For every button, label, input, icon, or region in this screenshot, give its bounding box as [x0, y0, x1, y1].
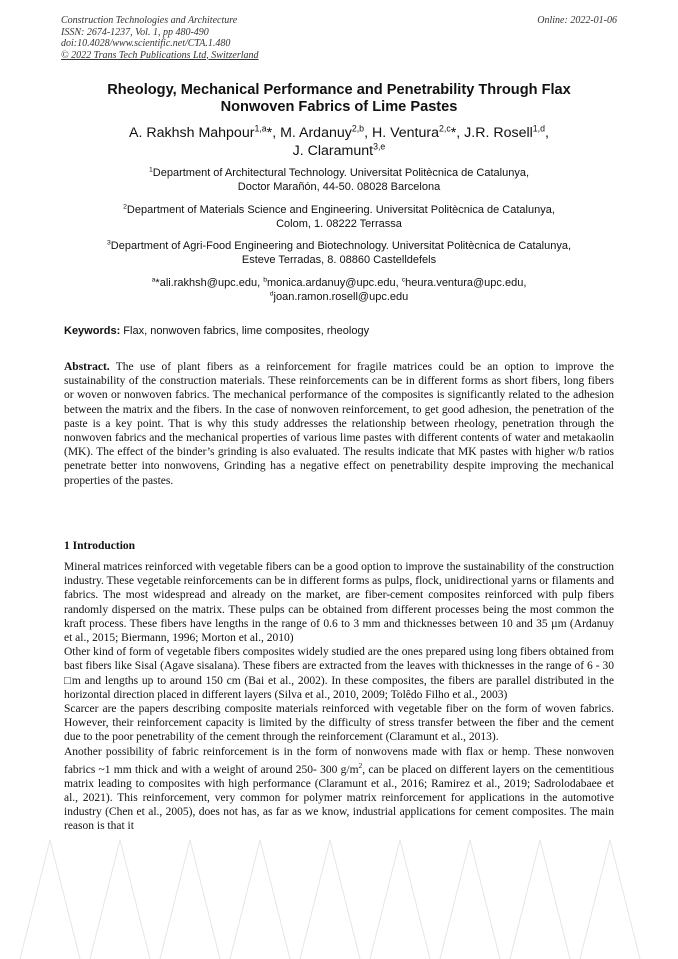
title-line-1: Rheology, Mechanical Performance and Penetrability Through Flax	[107, 82, 571, 98]
superscript: 2	[358, 760, 363, 770]
paragraph: Mineral matrices reinforced with vegetable fibers can be a good option to improve the sustainability of the construction industry. These vegetable reinforcements can be in different forms as pulps, flock, unidirectional yarns or filaments and fabrics. The most widespread and already on the market, are fiber-cement composites reinforced with pulp fibers randomly dispersed on the matrix. These pulps can be obtained from different processes being the most common the kraft process. These fibers have lengths in the range of 0.6 to 3 mm and thicknesses between 10 and 35 µm (Ardanuy et al., 2015; Biermann, 1996; Morton et al., 2010)	[64, 561, 614, 645]
keywords-label: Keywords:	[64, 325, 121, 337]
paper-title	[60, 82, 618, 116]
affiliation-number: 2	[123, 203, 127, 211]
abstract-label: Abstract.	[64, 361, 110, 373]
email-link[interactable]: *ali.rakhsh@upc.edu,	[155, 277, 261, 289]
affiliation-line: Colom, 1. 08222 Terrassa	[276, 218, 402, 230]
author-list: A. Rakhsh Mahpour$^{1,a}$*, M. Ardanuy$^{2,b}$, H. Ventura$^{2,c}$*, J.R. Rosell$^{1,d}$, J. Claramunt$^{3,e}$	[129, 123, 549, 159]
affiliation-line: Esteve Terradas, 8. 08860 Castelldefels	[241, 254, 437, 266]
journal-issn: ISSN: 2674-1237, Vol. 1, pp 480-490	[61, 26, 209, 38]
journal-doi: doi:10.4028/www.scientific.net/CTA.1.480	[61, 38, 231, 49]
keywords-text: Flax, nonwoven fabrics, lime composites, rheology	[120, 325, 370, 337]
email-mark: b	[263, 276, 268, 284]
watermark-pattern	[0, 820, 678, 959]
author-name: M. Ardanuy	[280, 125, 352, 141]
email-mark: a	[151, 276, 156, 284]
abstract-text: The use of plant fibers as a reinforcement for fragile matrices could be an option to improve the sustainability of the construction materials. These reinforcements can be in different forms as short fibers, long fibers or woven or nonwoven fabrics. The mechanical performance of the composites is significantly related to the adhesion between the matrix and the fibers. In the case of nonwoven reinforcement, to get good adhesion, the penetration of the paste is a key point. That is why this study addresses the relationship between rheology, penetration through the nonwoven fabrics and the mechanical properties of various lime pastes with different contents of water and metakaolin (MK). The effect of the binder’s grinding is also evaluated. The results indicate that MK pastes with higher w/b ratios penetrate better into nonwovens, Grinding has a negative effect on penetrability despite improving the mechanical properties of the pastes.	[64, 361, 614, 487]
journal-info	[61, 15, 259, 61]
author-name: J.R. Rosell	[464, 125, 533, 141]
author-affiliation-mark: 1,d	[532, 123, 545, 134]
affiliation-line: Department of Agri-Food Engineering and Biotechnology. Universitat Politècnica de Catalunya,	[110, 240, 572, 252]
affiliation-3	[60, 239, 618, 267]
keywords	[64, 324, 614, 338]
affiliation-number: 1	[148, 166, 153, 174]
author-name: A. Rakhsh Mahpour	[129, 125, 255, 141]
author-affiliation-mark: 2,c	[439, 123, 451, 134]
affiliation-1	[60, 166, 618, 194]
email-link[interactable]: joan.ramon.rosell@upc.edu	[273, 291, 409, 303]
affiliation-line: Department of Materials Science and Engineering. Universitat Politècnica de Catalunya,	[126, 204, 555, 216]
affiliation-number: 3	[106, 239, 111, 247]
journal-copyright: © 2022 Trans Tech Publications Ltd, Switzerland	[61, 49, 259, 61]
affiliation-2	[60, 203, 618, 231]
online-date: Online: 2022-01-06	[537, 15, 617, 26]
paragraph: Other kind of form of vegetable fibers composites widely studied are the ones prepared using long fibers obtained from bast fibers like Sisal (Agave sisalana). These fibers are extracted from the leaves with thicknesses in the range of 6 - 30 □m and lengths up to around 150 cm (Bai et al., 2002). In these composites, the fibers are parallel distributed in the horizontal direction placed in different layers (Silva et al., 2010, 2009; Tolêdo Filho et al., 2003)	[64, 646, 614, 701]
paragraph	[64, 745, 614, 834]
abstract	[64, 360, 614, 488]
affiliation-line: Doctor Marañón, 44-50. 08028 Barcelona	[237, 181, 441, 193]
author-emails	[60, 276, 618, 304]
journal-header	[61, 15, 617, 61]
paragraph: Scarcer are the papers describing composite materials reinforced with vegetable fiber on the form of woven fabrics. However, their reinforcement capacity is limited by the difficulty of stress transfer between the fiber and the cement due to the poor penetrability of the cement through the reinforcement (Claramunt et al., 2013).	[64, 703, 614, 744]
author-affiliation-mark: 2,b	[351, 123, 365, 134]
author-affiliation-mark: 3,e	[373, 141, 386, 152]
affiliation-line: Department of Architectural Technology. Universitat Politècnica de Catalunya,	[152, 167, 530, 179]
author-affiliation-mark: 1,a	[254, 123, 267, 134]
journal-name: Construction Technologies and Architecture	[61, 15, 238, 26]
section-heading-introduction: 1 Introduction	[64, 540, 136, 552]
paragraph-text: Another possibility of fabric reinforcement is in the form of nonwovens made with flax or hemp. These nonwoven fabrics ~1 mm thick and with a weight of around 250- 300 g/m	[64, 745, 614, 776]
title-line-2: Nonwoven Fabrics of Lime Pastes	[220, 99, 458, 115]
email-link[interactable]: monica.ardanuy@upc.edu,	[267, 277, 399, 289]
author-name: H. Ventura	[371, 125, 440, 141]
email-link[interactable]: heura.ventura@upc.edu,	[405, 277, 527, 289]
author-name: J. Claramunt	[292, 143, 374, 159]
email-mark: d	[269, 290, 274, 298]
email-mark: c	[401, 276, 406, 284]
introduction-body	[64, 560, 614, 834]
paragraph-text: , can be placed on different layers on the cementitious matrix leading to composites with high performance (Claramunt et al., 2016; Ramirez et al., 2019; Sadrolodabaee et al., 2021). This reinforcement, very common for polymer matrix reinforcement for applications in the automotive industry (Chen et al., 2005), does not has, as far as we know, industrial applications for cement composites. The main reason is that it	[64, 763, 614, 833]
